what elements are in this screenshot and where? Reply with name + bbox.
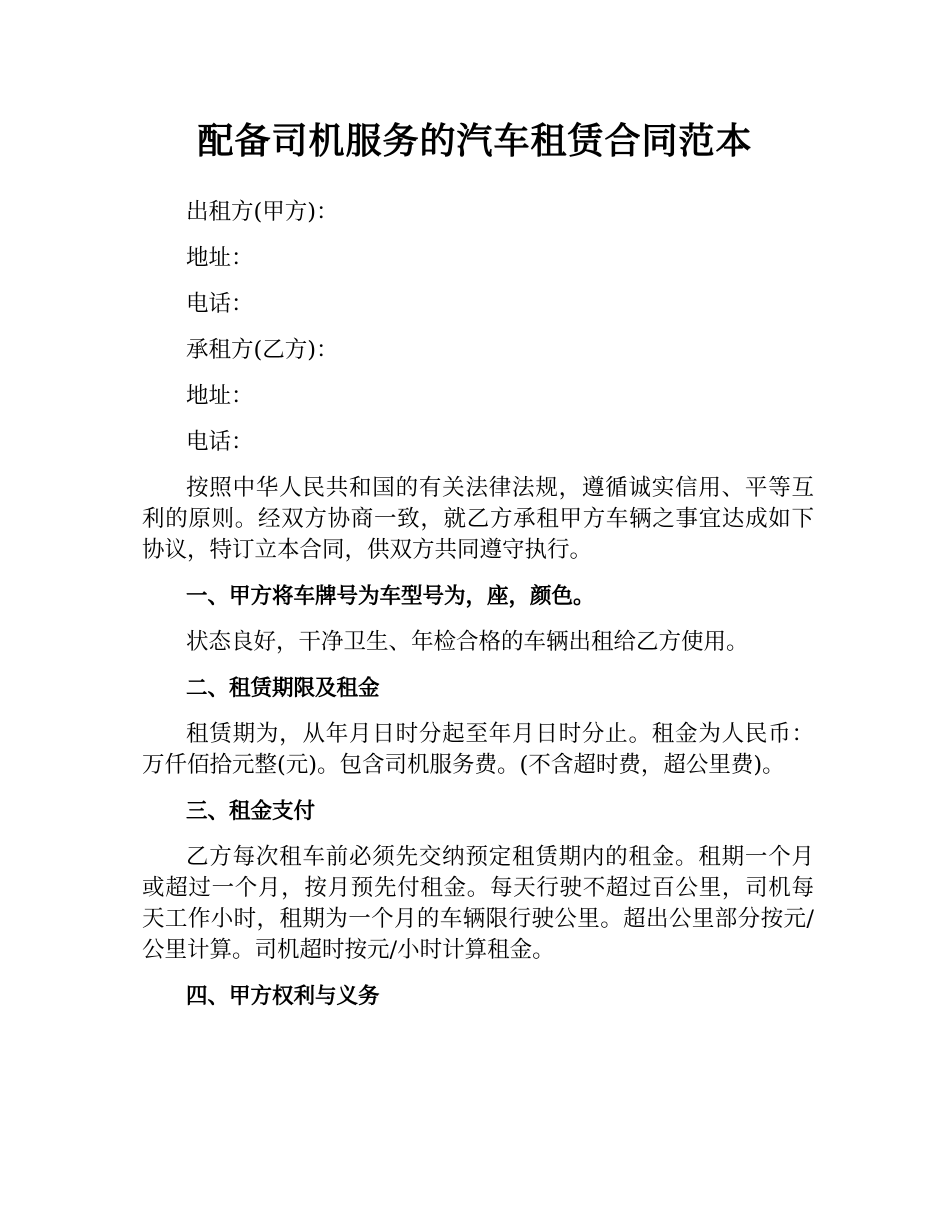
lessor-address-label: 地址： [186, 245, 254, 271]
section-2-body: 租赁期为，从年月日时分起至年月日时分止。租金为人民币：万仟佰拾元整(元)。包含司机服务费。(不含超时费，超公里费)。 [142, 721, 814, 778]
document-body [142, 197, 814, 1027]
lessee-address-label: 地址： [186, 383, 254, 409]
lessee-phone-label: 电话： [186, 429, 254, 455]
preamble-paragraph: 按照中华人民共和国的有关法律法规，遵循诚实信用、平等互利的原则。经双方协商一致，就乙方承租甲方车辆之事宜达成如下协议，特订立本合同，供双方共同遵守执行。 [142, 475, 814, 563]
section-3-heading: 三、租金支付 [186, 799, 316, 824]
lessor-label: 出租方(甲方)： [186, 199, 339, 225]
section-1-heading: 一、甲方将车牌号为车型号为，座，颜色。 [186, 584, 595, 609]
section-1-body: 状态良好，干净卫生、年检合格的车辆出租给乙方使用。 [186, 629, 749, 655]
section-3-body: 乙方每次租车前必须先交纳预定租赁期内的租金。租期一个月或超过一个月，按月预先付租金。每天行驶不超过百公里，司机每天工作小时，租期为一个月的车辆限行驶公里。超出公里部分按元/公里计算。司机超时按元/小时计算租金。 [142, 844, 814, 963]
section-2-heading: 二、租赁期限及租金 [186, 676, 380, 701]
document-title: 配备司机服务的汽车租赁合同范本 [197, 121, 753, 162]
lessor-phone-label: 电话： [186, 291, 254, 317]
lessee-label: 承租方(乙方)： [186, 337, 339, 363]
section-4-heading: 四、甲方权利与义务 [186, 984, 380, 1009]
